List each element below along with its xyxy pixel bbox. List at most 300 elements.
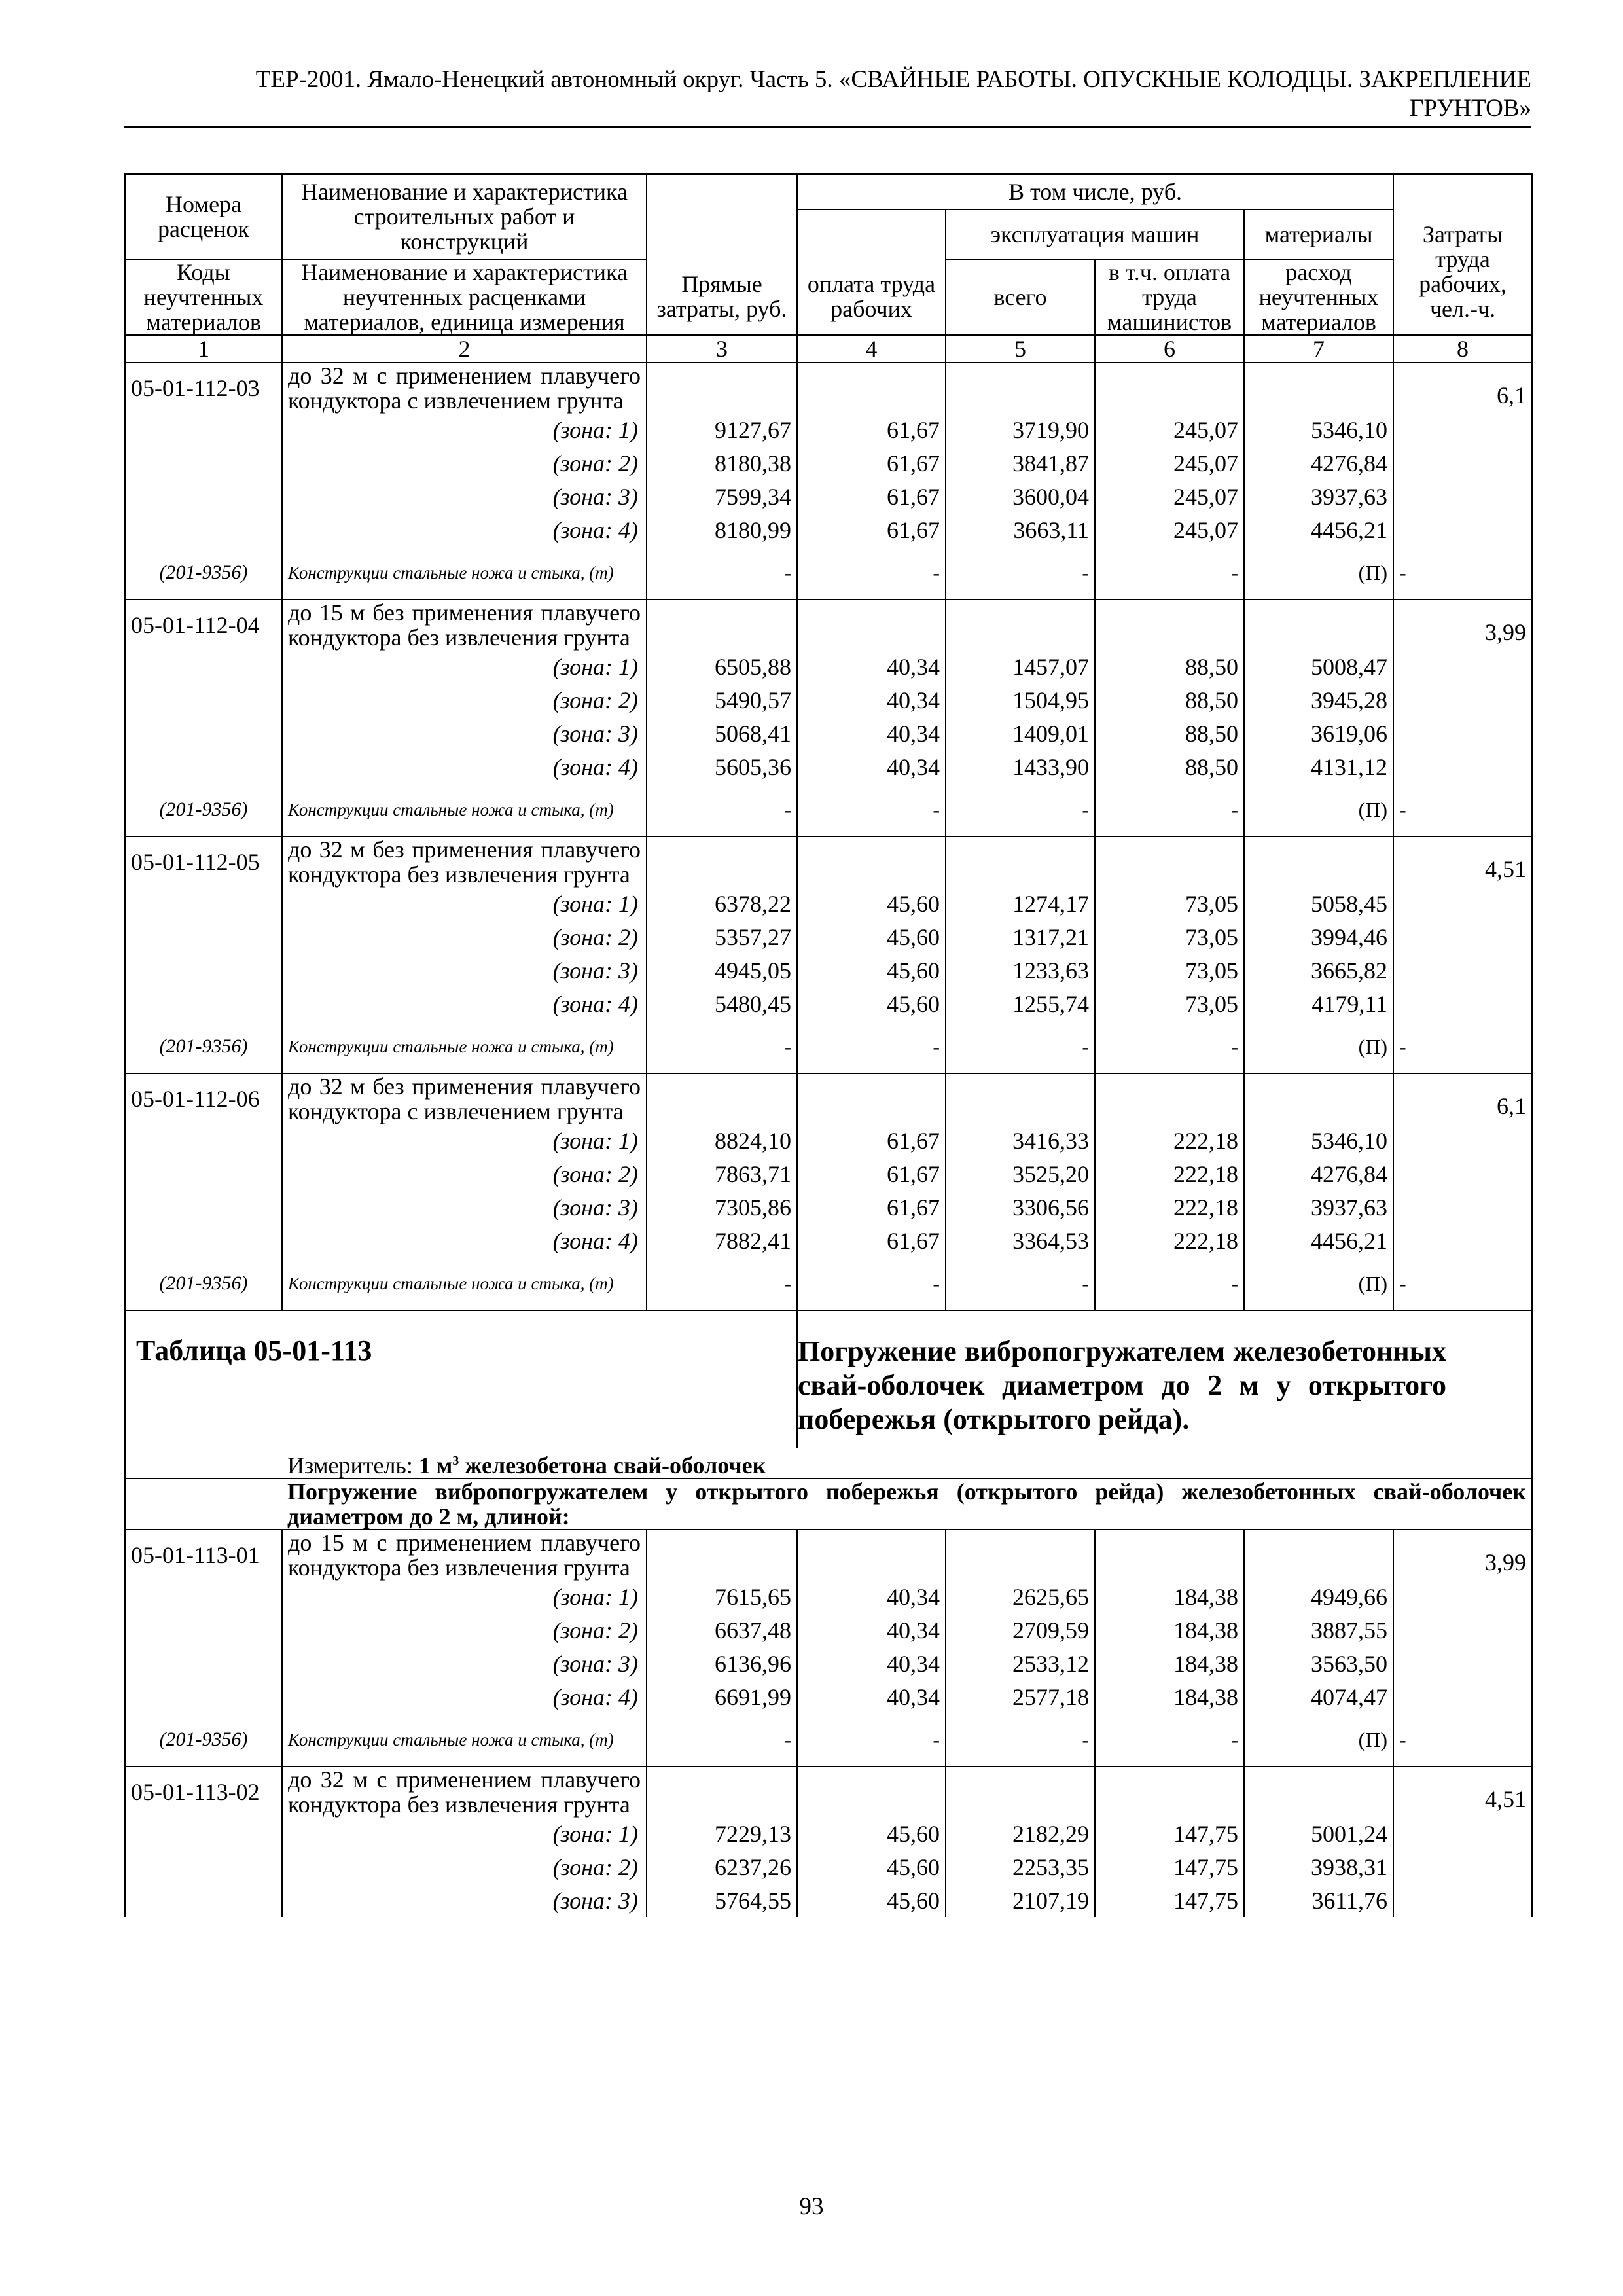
empty-cell: [1244, 363, 1393, 413]
zone-row: [125, 1580, 1532, 1613]
material-value: -: [647, 1020, 797, 1073]
zone-label: (зона: 2): [282, 1850, 647, 1884]
empty-cell: [125, 1224, 282, 1257]
materials-cost: 3945,28: [1244, 683, 1393, 717]
zone-label: (зона: 2): [282, 683, 647, 717]
labor-cost: 6,1: [1393, 1073, 1532, 1257]
machine-cost: 1504,95: [946, 683, 1095, 717]
worker-pay: 45,60: [797, 987, 946, 1020]
zone-label: (зона: 2): [282, 1613, 647, 1647]
worker-pay: 61,67: [797, 1191, 946, 1224]
empty-cell: [125, 1191, 282, 1224]
worker-pay: 61,67: [797, 446, 946, 480]
zone-label: (зона: 2): [282, 446, 647, 480]
zone-label: (зона: 1): [282, 413, 647, 446]
machine-cost: 3306,56: [946, 1191, 1095, 1224]
material-value: -: [1393, 1257, 1532, 1310]
zone-label: (зона: 3): [282, 1884, 647, 1917]
rate-code: 05-01-113-02: [125, 1767, 282, 1817]
empty-cell: [125, 650, 282, 683]
zone-label: (зона: 4): [282, 1224, 647, 1257]
operator-pay: 147,75: [1095, 1850, 1244, 1884]
machine-cost: 2709,59: [946, 1613, 1095, 1647]
table-row: [125, 600, 1532, 650]
material-code: (201-9356): [125, 1020, 282, 1073]
worker-pay: 45,60: [797, 1817, 946, 1850]
empty-cell: [797, 1767, 946, 1817]
machine-cost: 3719,90: [946, 413, 1095, 446]
zone-row: [125, 1191, 1532, 1224]
material-row: [125, 1713, 1532, 1767]
col-number: 1: [125, 335, 282, 363]
materials-cost: 3611,76: [1244, 1884, 1393, 1917]
machine-cost: 1457,07: [946, 650, 1095, 683]
table-measure: [282, 1448, 1532, 1479]
operator-pay: 88,50: [1095, 717, 1244, 750]
operator-pay: 184,38: [1095, 1613, 1244, 1647]
material-value: -: [1095, 547, 1244, 600]
materials-cost: 4456,21: [1244, 1224, 1393, 1257]
material-value: (П): [1244, 1713, 1393, 1767]
worker-pay: 45,60: [797, 1884, 946, 1917]
materials-cost: 3937,63: [1244, 1191, 1393, 1224]
table-body-112: [125, 363, 1532, 1310]
rate-code: 05-01-113-01: [125, 1530, 282, 1580]
zone-row: [125, 446, 1532, 480]
machine-cost: 1233,63: [946, 954, 1095, 987]
empty-cell: [1244, 1530, 1393, 1580]
machine-cost: 3525,20: [946, 1157, 1095, 1191]
material-value: -: [647, 1257, 797, 1310]
direct-cost: 6136,96: [647, 1647, 797, 1680]
direct-cost: 7615,65: [647, 1580, 797, 1613]
materials-cost: 4949,66: [1244, 1580, 1393, 1613]
materials-cost: 4276,84: [1244, 1157, 1393, 1191]
header-col7: расход неучтенных материалов: [1244, 259, 1393, 335]
operator-pay: 222,18: [1095, 1224, 1244, 1257]
materials-cost: 4456,21: [1244, 513, 1393, 547]
empty-cell: [797, 836, 946, 887]
materials-cost: 3887,55: [1244, 1613, 1393, 1647]
material-name: Конструкции стальные ножа и стыка, (т): [282, 783, 647, 836]
empty-cell: [1095, 600, 1244, 650]
table-body-113: [125, 1530, 1532, 1917]
direct-cost: 5357,27: [647, 920, 797, 954]
work-name: до 32 м с применением плавучего кондуктора с извлечением грунта: [282, 363, 647, 413]
zone-label: (зона: 3): [282, 717, 647, 750]
material-value: -: [946, 1713, 1095, 1767]
operator-pay: 147,75: [1095, 1817, 1244, 1850]
work-name: до 15 м с применением плавучего кондуктора без извлечения грунта: [282, 1530, 647, 1580]
zone-row: [125, 1124, 1532, 1157]
material-value: (П): [1244, 783, 1393, 836]
empty-cell: [647, 836, 797, 887]
worker-pay: 40,34: [797, 650, 946, 683]
material-value: -: [946, 1257, 1095, 1310]
material-value: -: [797, 1020, 946, 1073]
empty-cell: [125, 1850, 282, 1884]
empty-cell: [125, 954, 282, 987]
table-row: [125, 836, 1532, 887]
zone-label: (зона: 2): [282, 920, 647, 954]
zone-row: [125, 1680, 1532, 1713]
machine-cost: 2182,29: [946, 1817, 1095, 1850]
materials-cost: 5346,10: [1244, 1124, 1393, 1157]
table-number: Таблица 05-01-113: [125, 1310, 797, 1448]
direct-cost: 6237,26: [647, 1850, 797, 1884]
rate-code: 05-01-112-04: [125, 600, 282, 650]
worker-pay: 40,34: [797, 1647, 946, 1680]
table-row: [125, 363, 1532, 413]
material-value: -: [647, 1713, 797, 1767]
empty-cell: [1244, 1073, 1393, 1124]
material-row: [125, 1020, 1532, 1073]
worker-pay: 61,67: [797, 413, 946, 446]
operator-pay: 147,75: [1095, 1884, 1244, 1917]
work-name: до 32 м с применением плавучего кондуктора без извлечения грунта: [282, 1767, 647, 1817]
materials-cost: 3619,06: [1244, 717, 1393, 750]
materials-cost: 4074,47: [1244, 1680, 1393, 1713]
machine-cost: 2625,65: [946, 1580, 1095, 1613]
material-row: [125, 547, 1532, 600]
machine-cost: 2107,19: [946, 1884, 1095, 1917]
direct-cost: 8180,38: [647, 446, 797, 480]
materials-cost: 3994,46: [1244, 920, 1393, 954]
labor-cost: 4,51: [1393, 836, 1532, 1020]
operator-pay: 88,50: [1095, 683, 1244, 717]
direct-cost: 6505,88: [647, 650, 797, 683]
empty-cell: [797, 1530, 946, 1580]
material-value: -: [1393, 1713, 1532, 1767]
zone-label: (зона: 4): [282, 513, 647, 547]
zone-row: [125, 717, 1532, 750]
empty-cell: [125, 1613, 282, 1647]
empty-cell: [125, 1124, 282, 1157]
material-code: (201-9356): [125, 1713, 282, 1767]
zone-label: (зона: 4): [282, 987, 647, 1020]
header-col2-top: Наименование и характеристика строительных работ и конструкций: [282, 174, 647, 259]
running-header-line1: ТЕР-2001. Ямало-Ненецкий автономный округ. Часть 5. «СВАЙНЫЕ РАБОТЫ. ОПУСКНЫЕ КОЛОДЦЫ. ЗАКРЕПЛЕНИЕ: [255, 66, 1531, 93]
machine-cost: 1433,90: [946, 750, 1095, 783]
table-113-heading: [125, 1310, 1532, 1530]
empty-cell: [1095, 363, 1244, 413]
table-subheading: Погружение вибропогружателем у открытого побережья (открытого рейда) железобетонных свай-оболочек диаметром до 2 м, длиной:: [282, 1479, 1532, 1530]
material-name: Конструкции стальные ножа и стыка, (т): [282, 1020, 647, 1073]
empty-cell: [125, 446, 282, 480]
machine-cost: 2253,35: [946, 1850, 1095, 1884]
material-value: -: [797, 1713, 946, 1767]
zone-row: [125, 750, 1532, 783]
col-number: 8: [1393, 335, 1532, 363]
material-value: -: [797, 1257, 946, 1310]
operator-pay: 73,05: [1095, 954, 1244, 987]
measure-label: Измеритель:: [287, 1452, 413, 1479]
empty-cell: [797, 1073, 946, 1124]
zone-row: [125, 887, 1532, 920]
operator-pay: 245,07: [1095, 480, 1244, 513]
direct-cost: 5605,36: [647, 750, 797, 783]
header-col2-bottom: Наименование и характеристика неучтенных расценками материалов, единица измерения: [282, 259, 647, 335]
zone-row: [125, 1647, 1532, 1680]
material-value: -: [647, 783, 797, 836]
zone-row: [125, 650, 1532, 683]
material-name: Конструкции стальные ножа и стыка, (т): [282, 547, 647, 600]
empty-cell: [125, 887, 282, 920]
worker-pay: 61,67: [797, 1124, 946, 1157]
direct-cost: 8180,99: [647, 513, 797, 547]
materials-cost: 4131,12: [1244, 750, 1393, 783]
empty-cell: [1244, 1767, 1393, 1817]
material-value: (П): [1244, 1257, 1393, 1310]
operator-pay: 73,05: [1095, 920, 1244, 954]
operator-pay: 222,18: [1095, 1191, 1244, 1224]
zone-label: (зона: 4): [282, 1680, 647, 1713]
operator-pay: 222,18: [1095, 1157, 1244, 1191]
worker-pay: 40,34: [797, 1613, 946, 1647]
empty-cell: [1095, 1073, 1244, 1124]
labor-cost: 4,51: [1393, 1767, 1532, 1917]
rate-code: 05-01-112-03: [125, 363, 282, 413]
table-row: [125, 1073, 1532, 1124]
table-row: [125, 1767, 1532, 1817]
rate-code: 05-01-112-05: [125, 836, 282, 887]
materials-cost: 5346,10: [1244, 413, 1393, 446]
direct-cost: 5068,41: [647, 717, 797, 750]
labor-cost: 3,99: [1393, 600, 1532, 783]
material-code: (201-9356): [125, 783, 282, 836]
zone-row: [125, 1224, 1532, 1257]
material-value: -: [946, 1020, 1095, 1073]
col-number: 7: [1244, 335, 1393, 363]
col-number: 4: [797, 335, 946, 363]
work-name: до 15 м без применения плавучего кондуктора без извлечения грунта: [282, 600, 647, 650]
zone-row: [125, 1884, 1532, 1917]
measure-sup: 3: [452, 1454, 459, 1468]
worker-pay: 40,34: [797, 1680, 946, 1713]
operator-pay: 184,38: [1095, 1680, 1244, 1713]
rate-code: 05-01-112-06: [125, 1073, 282, 1124]
empty-cell: [125, 413, 282, 446]
machine-cost: 1255,74: [946, 987, 1095, 1020]
header-col6: в т.ч. оплата труда машинистов: [1095, 259, 1244, 335]
running-header-line2: ГРУНТОВ»: [1410, 95, 1531, 122]
col-number: 6: [1095, 335, 1244, 363]
zone-label: (зона: 1): [282, 887, 647, 920]
zone-row: [125, 1157, 1532, 1191]
header-col4: оплата труда рабочих: [797, 209, 946, 335]
material-value: -: [1393, 783, 1532, 836]
material-value: -: [1393, 1020, 1532, 1073]
direct-cost: 9127,67: [647, 413, 797, 446]
material-code: (201-9356): [125, 547, 282, 600]
material-row: [125, 783, 1532, 836]
worker-pay: 45,60: [797, 1850, 946, 1884]
operator-pay: 245,07: [1095, 413, 1244, 446]
operator-pay: 184,38: [1095, 1647, 1244, 1680]
material-value: -: [946, 783, 1095, 836]
empty-cell: [125, 683, 282, 717]
direct-cost: 6691,99: [647, 1680, 797, 1713]
empty-cell: [1095, 1530, 1244, 1580]
worker-pay: 61,67: [797, 513, 946, 547]
materials-cost: 5001,24: [1244, 1817, 1393, 1850]
zone-row: [125, 1817, 1532, 1850]
empty-cell: [647, 1530, 797, 1580]
worker-pay: 45,60: [797, 887, 946, 920]
material-value: -: [1095, 1020, 1244, 1073]
zone-label: (зона: 3): [282, 1647, 647, 1680]
zone-label: (зона: 3): [282, 1191, 647, 1224]
machine-cost: 3364,53: [946, 1224, 1095, 1257]
zone-row: [125, 987, 1532, 1020]
machine-cost: 3841,87: [946, 446, 1095, 480]
empty-cell: [1095, 1767, 1244, 1817]
empty-cell: [125, 480, 282, 513]
header-group-all: В том числе, руб.: [797, 174, 1393, 209]
zone-label: (зона: 4): [282, 750, 647, 783]
zone-label: (зона: 1): [282, 1124, 647, 1157]
worker-pay: 40,34: [797, 683, 946, 717]
machine-cost: 3663,11: [946, 513, 1095, 547]
worker-pay: 40,34: [797, 717, 946, 750]
measure-unit: железобетона свай-оболочек: [459, 1452, 766, 1479]
material-value: -: [797, 783, 946, 836]
operator-pay: 88,50: [1095, 650, 1244, 683]
empty-cell: [647, 1767, 797, 1817]
zone-label: (зона: 1): [282, 1817, 647, 1850]
worker-pay: 61,67: [797, 1157, 946, 1191]
zone-label: (зона: 1): [282, 650, 647, 683]
empty-cell: [946, 836, 1095, 887]
empty-cell: [946, 1073, 1095, 1124]
direct-cost: 8824,10: [647, 1124, 797, 1157]
machine-cost: 3416,33: [946, 1124, 1095, 1157]
zone-row: [125, 413, 1532, 446]
zone-label: (зона: 1): [282, 1580, 647, 1613]
operator-pay: 73,05: [1095, 887, 1244, 920]
machine-cost: 1409,01: [946, 717, 1095, 750]
empty-cell: [1244, 836, 1393, 887]
material-value: -: [946, 547, 1095, 600]
material-value: -: [1095, 1257, 1244, 1310]
operator-pay: 245,07: [1095, 513, 1244, 547]
running-header: [124, 65, 1531, 123]
empty-cell: [946, 1530, 1095, 1580]
labor-cost: 3,99: [1393, 1530, 1532, 1713]
machine-cost: 3600,04: [946, 480, 1095, 513]
direct-cost: 5490,57: [647, 683, 797, 717]
material-row: [125, 1257, 1532, 1310]
worker-pay: 45,60: [797, 954, 946, 987]
zone-row: [125, 1613, 1532, 1647]
empty-cell: [125, 1680, 282, 1713]
empty-cell: [647, 1073, 797, 1124]
header-group-mat: материалы: [1244, 209, 1393, 259]
material-value: -: [1095, 1713, 1244, 1767]
zone-label: (зона: 3): [282, 480, 647, 513]
zone-row: [125, 1850, 1532, 1884]
direct-cost: 6637,48: [647, 1613, 797, 1647]
empty-cell: [946, 1767, 1095, 1817]
machine-cost: 1317,21: [946, 920, 1095, 954]
col-number: 3: [647, 335, 797, 363]
direct-cost: 6378,22: [647, 887, 797, 920]
zone-label: (зона: 3): [282, 954, 647, 987]
empty-cell: [125, 1157, 282, 1191]
material-code: (201-9356): [125, 1257, 282, 1310]
materials-cost: 4179,11: [1244, 987, 1393, 1020]
worker-pay: 40,34: [797, 1580, 946, 1613]
worker-pay: 61,67: [797, 1224, 946, 1257]
material-value: (П): [1244, 547, 1393, 600]
operator-pay: 184,38: [1095, 1580, 1244, 1613]
empty-cell: [647, 363, 797, 413]
direct-cost: 7599,34: [647, 480, 797, 513]
materials-cost: 3563,50: [1244, 1647, 1393, 1680]
materials-cost: 3665,82: [1244, 954, 1393, 987]
empty-cell: [125, 513, 282, 547]
worker-pay: 40,34: [797, 750, 946, 783]
page-number: 93: [799, 2193, 824, 2220]
measure-value: 1 м: [418, 1452, 453, 1479]
header-rule: [124, 126, 1531, 128]
header-col1-bottom: Коды неучтенных материалов: [125, 259, 282, 335]
header-col8: Затраты труда рабочих, чел.-ч.: [1393, 174, 1532, 335]
material-value: -: [647, 547, 797, 600]
material-value: -: [1095, 783, 1244, 836]
empty-cell: [1095, 836, 1244, 887]
table-row: [125, 1530, 1532, 1580]
operator-pay: 222,18: [1095, 1124, 1244, 1157]
labor-cost: 6,1: [1393, 363, 1532, 547]
empty-cell: [946, 600, 1095, 650]
direct-cost: 4945,05: [647, 954, 797, 987]
direct-cost: 7305,86: [647, 1191, 797, 1224]
header-col3: Прямые затраты, руб.: [647, 174, 797, 335]
col-number: 5: [946, 335, 1095, 363]
materials-cost: 3937,63: [1244, 480, 1393, 513]
machine-cost: 2577,18: [946, 1680, 1095, 1713]
direct-cost: 5480,45: [647, 987, 797, 1020]
materials-cost: 4276,84: [1244, 446, 1393, 480]
header-group-mach: эксплуатация машин: [946, 209, 1244, 259]
zone-row: [125, 920, 1532, 954]
direct-cost: 5764,55: [647, 1884, 797, 1917]
empty-cell: [125, 987, 282, 1020]
material-value: -: [797, 547, 946, 600]
materials-cost: 5008,47: [1244, 650, 1393, 683]
materials-cost: 5058,45: [1244, 887, 1393, 920]
direct-cost: 7882,41: [647, 1224, 797, 1257]
empty-cell: [125, 1884, 282, 1917]
empty-cell: [125, 1580, 282, 1613]
zone-row: [125, 683, 1532, 717]
operator-pay: 245,07: [1095, 446, 1244, 480]
col-number: 2: [282, 335, 647, 363]
material-value: -: [1393, 547, 1532, 600]
price-table: [124, 173, 1533, 1917]
material-name: Конструкции стальные ножа и стыка, (т): [282, 1257, 647, 1310]
header-col5: всего: [946, 259, 1095, 335]
empty-cell: [797, 600, 946, 650]
material-value: (П): [1244, 1020, 1393, 1073]
direct-cost: 7229,13: [647, 1817, 797, 1850]
material-name: Конструкции стальные ножа и стыка, (т): [282, 1713, 647, 1767]
machine-cost: 1274,17: [946, 887, 1095, 920]
header-col1-top: Номера расценок: [125, 174, 282, 259]
empty-cell: [797, 363, 946, 413]
zone-row: [125, 480, 1532, 513]
